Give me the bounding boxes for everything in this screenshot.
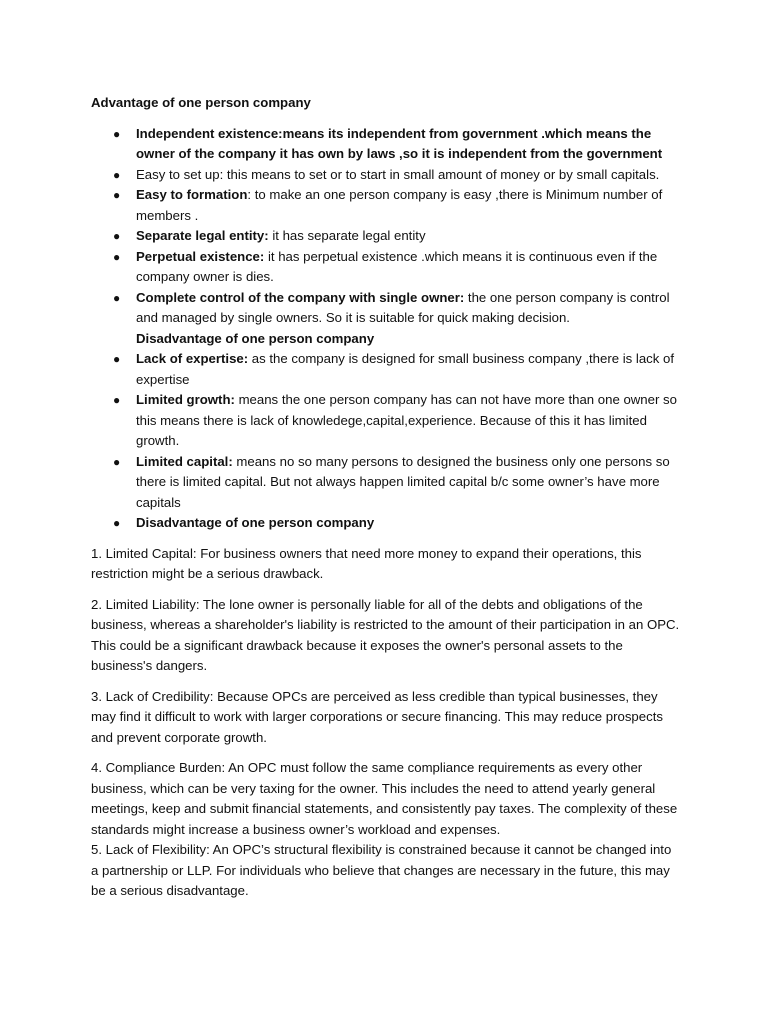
paragraph-lack-of-flexibility: 5. Lack of Flexibility: An OPC’s structural flexibility is constrained because it cannot be changed into a partnership or LLP. For individuals who believe that changes are necessary in the future, this may be a serious disadvantage. xyxy=(91,842,672,898)
bullet-icon: ● xyxy=(113,126,121,141)
bullet-term: Limited growth: xyxy=(136,392,235,407)
bullet-term: Separate legal entity: xyxy=(136,228,269,243)
bullet-text: as the company is designed for small business company ,there is lack of expertise xyxy=(136,351,675,387)
bullet-icon: ● xyxy=(113,454,121,469)
bullet-icon: ● xyxy=(113,188,121,202)
bullet-text: the one person company is control and managed by single owners. So it is suitable for quick making decision. xyxy=(136,289,670,325)
list-item xyxy=(91,349,681,390)
bullet-term: Limited capital: xyxy=(136,453,233,469)
bullet-term: Easy to formation xyxy=(136,187,248,202)
bullet-text: means the one person company has can not have more than one owner so this means there is lack of knowledege,capital,experience. Because of this it has limited growth. xyxy=(136,392,677,448)
bullet-icon: ● xyxy=(113,352,121,366)
list-item xyxy=(91,288,681,350)
document-page xyxy=(91,93,681,902)
list-item xyxy=(91,226,681,247)
bullet-list xyxy=(91,124,681,534)
bullet-icon: ● xyxy=(113,167,121,182)
bullet-icon: ● xyxy=(113,249,121,264)
list-item xyxy=(91,390,681,452)
bullet-text: it has separate legal entity xyxy=(268,228,426,243)
bullet-term: Complete control of the company with single owner: xyxy=(136,289,465,305)
list-item xyxy=(91,165,681,186)
list-item xyxy=(91,185,681,226)
list-item xyxy=(91,452,681,514)
bullet-term: Perpetual existence: xyxy=(136,248,265,264)
bullet-icon: ● xyxy=(113,229,121,243)
list-item xyxy=(91,124,681,165)
paragraph-lack-of-credibility: 3. Lack of Credibility: Because OPCs are perceived as less credible than typical businesses, they may find it difficult to work with larger corporations or secure financing. This may reduce prospects and prevent corporate growth. xyxy=(91,688,663,745)
list-item xyxy=(91,247,681,288)
bullet-text: : to make an one person company is easy ,there is Minimum number of members . xyxy=(136,187,663,223)
bullet-icon: ● xyxy=(113,290,121,305)
bullet-icon: ● xyxy=(113,516,121,530)
bullet-icon: ● xyxy=(113,393,121,407)
disadvantage-subheading: Disadvantage of one person company xyxy=(136,330,375,346)
bullet-term: Lack of expertise: xyxy=(136,351,249,366)
document-heading: Advantage of one person company xyxy=(91,95,311,110)
bullet-text: it has perpetual existence .which means it is continuous even if the company owner is dies. xyxy=(136,248,658,284)
list-item xyxy=(91,513,681,534)
paragraph-limited-capital: 1. Limited Capital: For business owners that need more money to expand their operations, this restriction might be a serious drawback. xyxy=(91,545,642,581)
bullet-term: Independent existence:means its independent from government .which means the owner of the company it has own by laws ,so it is independent from the government xyxy=(136,125,663,161)
bullet-text: Easy to set up: this means to set or to start in small amount of money or by small capitals. xyxy=(136,166,660,182)
paragraph-limited-liability: 2. Limited Liability: The lone owner is personally liable for all of the debts and obligations of the business, whereas a shareholder's liability is restricted to the amount of their participation in an OPC. This could be a significant drawback because it exposes the owner's personal assets to the business's dangers. xyxy=(91,596,680,673)
bullet-term: Disadvantage of one person company xyxy=(136,515,375,530)
bullet-text: means no so many persons to designed the business only one persons so there is limited capital. But not always happen limited capital b/c some owner’s have more capitals xyxy=(136,453,670,510)
paragraph-compliance-burden: 4. Compliance Burden: An OPC must follow the same compliance requirements as every other business, which can be very taxing for the owner. This includes the need to attend yearly general meetings, keep and submit financial statements, and consistently pay taxes. The complexity of these standards might increase a business owner’s workload and expenses. xyxy=(91,760,678,837)
